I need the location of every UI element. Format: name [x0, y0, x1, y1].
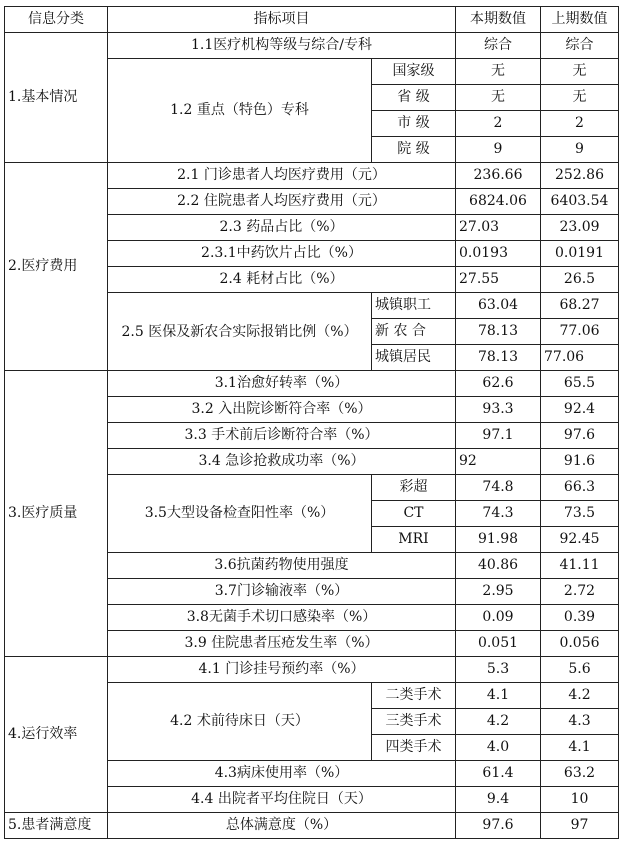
item-label: 3.4 急诊抢救成功率（%） [108, 449, 456, 475]
table-row [5, 813, 619, 839]
header-previous: 上期数值 [541, 7, 619, 33]
current-value: 78.13 [456, 319, 541, 345]
previous-value: 26.5 [541, 267, 619, 293]
sub-label: CT [372, 501, 456, 527]
previous-value: 68.27 [541, 293, 619, 319]
current-value: 6824.06 [456, 189, 541, 215]
current-value: 74.3 [456, 501, 541, 527]
current-value: 78.13 [456, 345, 541, 371]
previous-value: 9 [541, 137, 619, 163]
sub-label: 院 级 [372, 137, 456, 163]
previous-value: 0.0191 [541, 241, 619, 267]
current-value: 5.3 [456, 657, 541, 683]
current-value: 综合 [456, 33, 541, 59]
previous-value: 66.3 [541, 475, 619, 501]
current-value: 0.09 [456, 605, 541, 631]
previous-value: 0.39 [541, 605, 619, 631]
sub-label: 市 级 [372, 111, 456, 137]
section-label: 1.基本情况 [5, 33, 108, 163]
item-label: 3.3 手术前后诊断符合率（%） [108, 423, 456, 449]
previous-value: 77.06 [541, 345, 619, 371]
current-value: 2 [456, 111, 541, 137]
previous-value: 73.5 [541, 501, 619, 527]
current-value: 无 [456, 59, 541, 85]
item-label: 总体满意度（%） [108, 813, 456, 839]
sub-label: 彩超 [372, 475, 456, 501]
current-value: 2.95 [456, 579, 541, 605]
current-value: 97.1 [456, 423, 541, 449]
header-row [5, 7, 619, 33]
current-value: 27.03 [456, 215, 541, 241]
previous-value: 63.2 [541, 761, 619, 787]
item-label: 3.7门诊输液率（%） [108, 579, 456, 605]
previous-value: 91.6 [541, 449, 619, 475]
item-label: 3.2 入出院诊断符合率（%） [108, 397, 456, 423]
current-value: 9.4 [456, 787, 541, 813]
sub-label: 国家级 [372, 59, 456, 85]
section-label: 2.医疗费用 [5, 163, 108, 371]
previous-value: 4.3 [541, 709, 619, 735]
sub-label: 城镇居民 [372, 345, 456, 371]
current-value: 4.0 [456, 735, 541, 761]
sub-label: MRI [372, 527, 456, 553]
previous-value: 97.6 [541, 423, 619, 449]
item-label: 2.1 门诊患者人均医疗费用（元） [108, 163, 456, 189]
current-value: 93.3 [456, 397, 541, 423]
header-category: 信息分类 [5, 7, 108, 33]
previous-value: 41.11 [541, 553, 619, 579]
previous-value: 4.2 [541, 683, 619, 709]
item-label: 2.3.1中药饮片占比（%） [108, 241, 456, 267]
current-value: 62.6 [456, 371, 541, 397]
current-value: 74.8 [456, 475, 541, 501]
current-value: 0.0193 [456, 241, 541, 267]
section-label: 5.患者满意度 [5, 813, 108, 839]
sub-label: 二类手术 [372, 683, 456, 709]
previous-value: 10 [541, 787, 619, 813]
item-label: 3.8无菌手术切口感染率（%） [108, 605, 456, 631]
item-label: 2.5 医保及新农合实际报销比例（%） [108, 293, 372, 371]
sub-label: 三类手术 [372, 709, 456, 735]
previous-value: 23.09 [541, 215, 619, 241]
previous-value: 6403.54 [541, 189, 619, 215]
sub-label: 新 农 合 [372, 319, 456, 345]
current-value: 92 [456, 449, 541, 475]
item-label: 3.6抗菌药物使用强度 [108, 553, 456, 579]
previous-value: 92.4 [541, 397, 619, 423]
previous-value: 无 [541, 85, 619, 111]
item-label: 3.9 住院患者压疮发生率（%） [108, 631, 456, 657]
current-value: 0.051 [456, 631, 541, 657]
current-value: 4.1 [456, 683, 541, 709]
current-value: 27.55 [456, 267, 541, 293]
item-label: 1.1医疗机构等级与综合/专科 [108, 33, 456, 59]
previous-value: 0.056 [541, 631, 619, 657]
current-value: 61.4 [456, 761, 541, 787]
current-value: 无 [456, 85, 541, 111]
table-row [5, 163, 619, 189]
indicator-table [4, 6, 619, 839]
item-label: 4.3病床使用率（%） [108, 761, 456, 787]
table-row [5, 33, 619, 59]
item-label: 2.3 药品占比（%） [108, 215, 456, 241]
item-label: 2.2 住院患者人均医疗费用（元） [108, 189, 456, 215]
previous-value: 2.72 [541, 579, 619, 605]
table-row [5, 371, 619, 397]
previous-value: 65.5 [541, 371, 619, 397]
sub-label: 城镇职工 [372, 293, 456, 319]
previous-value: 2 [541, 111, 619, 137]
current-value: 236.66 [456, 163, 541, 189]
header-item: 指标项目 [108, 7, 456, 33]
sub-label: 省 级 [372, 85, 456, 111]
item-label: 2.4 耗材占比（%） [108, 267, 456, 293]
previous-value: 252.86 [541, 163, 619, 189]
item-label: 4.1 门诊挂号预约率（%） [108, 657, 456, 683]
table-row [5, 657, 619, 683]
current-value: 9 [456, 137, 541, 163]
current-value: 91.98 [456, 527, 541, 553]
current-value: 63.04 [456, 293, 541, 319]
sub-label: 四类手术 [372, 735, 456, 761]
previous-value: 92.45 [541, 527, 619, 553]
current-value: 4.2 [456, 709, 541, 735]
previous-value: 无 [541, 59, 619, 85]
item-label: 1.2 重点（特色）专科 [108, 59, 372, 163]
previous-value: 5.6 [541, 657, 619, 683]
section-label: 3.医疗质量 [5, 371, 108, 657]
previous-value: 97 [541, 813, 619, 839]
previous-value: 4.1 [541, 735, 619, 761]
current-value: 40.86 [456, 553, 541, 579]
item-label: 4.4 出院者平均住院日（天） [108, 787, 456, 813]
previous-value: 77.06 [541, 319, 619, 345]
current-value: 97.6 [456, 813, 541, 839]
item-label: 3.1治愈好转率（%） [108, 371, 456, 397]
previous-value: 综合 [541, 33, 619, 59]
item-label: 4.2 术前待床日（天） [108, 683, 372, 761]
section-label: 4.运行效率 [5, 657, 108, 813]
header-current: 本期数值 [456, 7, 541, 33]
item-label: 3.5大型设备检查阳性率（%） [108, 475, 372, 553]
